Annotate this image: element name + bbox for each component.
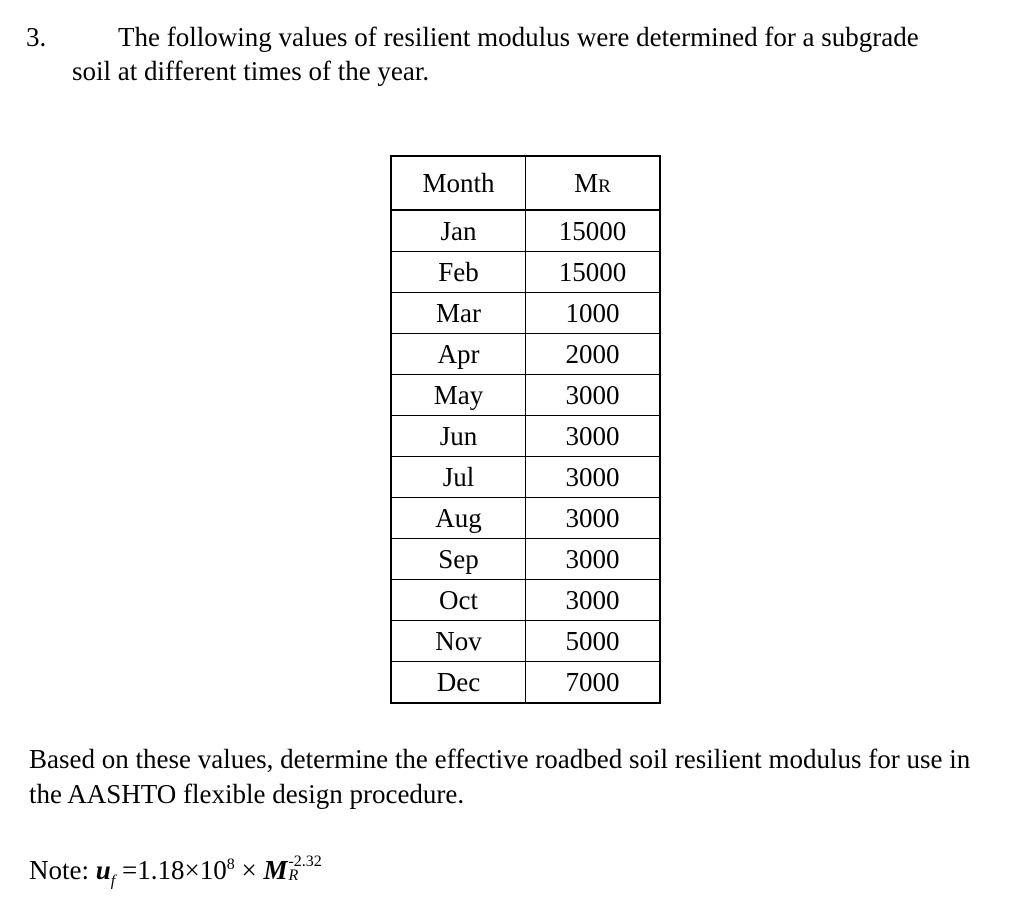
times-symbol: × [241, 855, 257, 885]
table-row [391, 210, 660, 252]
mr-cell: 15000 [526, 210, 661, 252]
header-month: Month [391, 156, 526, 210]
month-cell: Jan [391, 210, 526, 252]
mr-cell: 3000 [526, 416, 661, 457]
table-header-row [391, 156, 660, 210]
month-cell: May [391, 375, 526, 416]
month-cell: Jun [391, 416, 526, 457]
resilient-modulus-table [390, 155, 661, 704]
table-row [391, 416, 660, 457]
table-row [391, 621, 660, 662]
exponent-8: 8 [226, 856, 235, 873]
table-row [391, 252, 660, 293]
month-cell: Sep [391, 539, 526, 580]
note-label: Note: [29, 855, 89, 885]
month-cell: Feb [391, 252, 526, 293]
note-formula [29, 848, 322, 898]
mr-cell: 3000 [526, 457, 661, 498]
mr-cell: 15000 [526, 252, 661, 293]
header-mr-main: M [574, 167, 599, 198]
month-cell: Jul [391, 457, 526, 498]
mr-cell: 5000 [526, 621, 661, 662]
modulus-exponent: -2.32 [288, 852, 322, 870]
mr-cell: 3000 [526, 580, 661, 621]
table-row [391, 334, 660, 375]
table-row [391, 498, 660, 539]
table-row [391, 539, 660, 580]
table-row [391, 580, 660, 621]
damage-symbol-u: u [95, 855, 111, 885]
table-row [391, 375, 660, 416]
damage-subscript-f: f [110, 872, 116, 890]
table-row [391, 662, 660, 704]
table-row [391, 293, 660, 334]
question-number: 3. [26, 22, 47, 52]
question-text-line-1: The following values of resilient modulus were determined for a subgrade [118, 22, 919, 52]
modulus-subscript-r: R [288, 866, 299, 884]
month-cell: Oct [391, 580, 526, 621]
month-cell: Nov [391, 621, 526, 662]
equals-coefficient: =1.18×10 [121, 855, 227, 885]
mr-cell: 2000 [526, 334, 661, 375]
mr-cell: 3000 [526, 375, 661, 416]
header-mr-subscript: R [598, 175, 611, 197]
mr-cell: 1000 [526, 293, 661, 334]
table-row [391, 457, 660, 498]
month-cell: Apr [391, 334, 526, 375]
month-cell: Mar [391, 293, 526, 334]
question-text [72, 20, 1012, 88]
modulus-symbol-m: M [263, 855, 288, 885]
month-cell: Dec [391, 662, 526, 704]
question-text-line-2: soil at different times of the year. [72, 56, 430, 86]
header-mr [526, 156, 661, 210]
mr-cell: 3000 [526, 539, 661, 580]
modulus-super-subscript [288, 852, 322, 884]
month-cell: Aug [391, 498, 526, 539]
mr-cell: 7000 [526, 662, 661, 704]
mr-cell: 3000 [526, 498, 661, 539]
conclusion-text: Based on these values, determine the effective roadbed soil resilient modulus for use in the AASHTO flexible design procedure. [29, 744, 971, 809]
